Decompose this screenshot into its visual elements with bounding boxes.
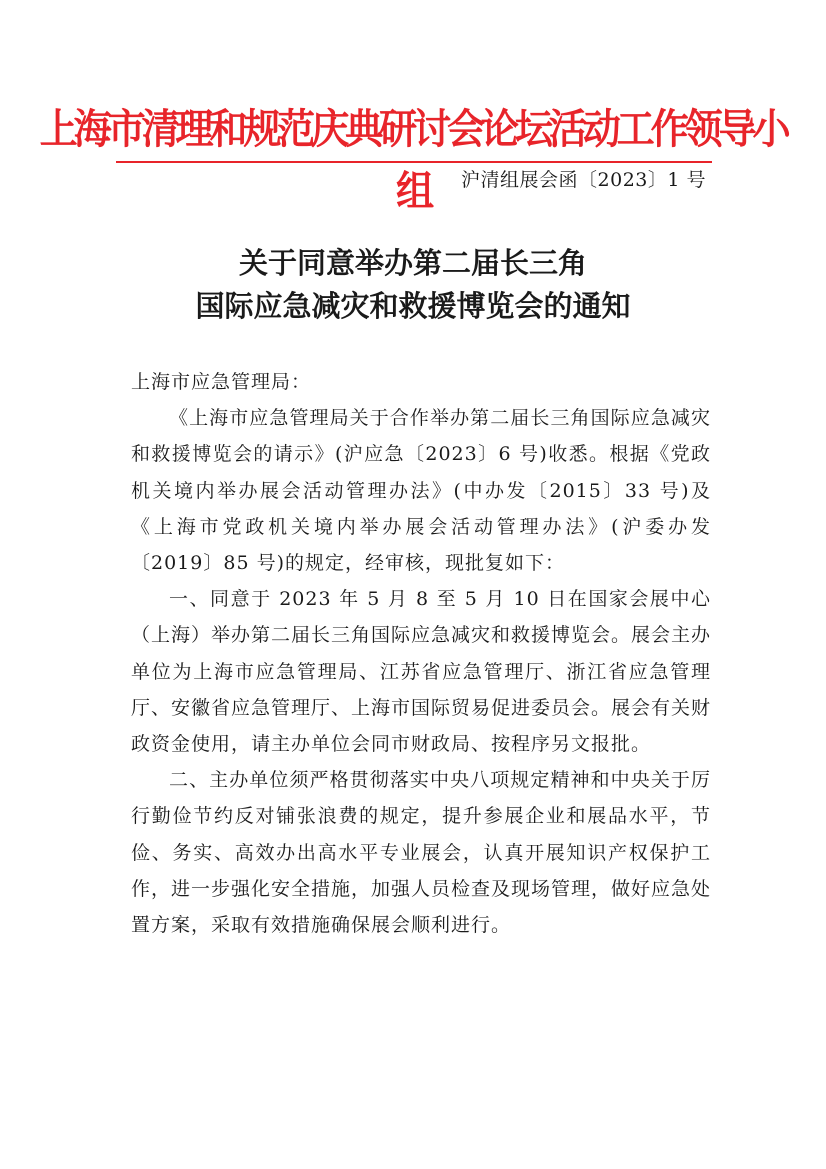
document-number: 沪清组展会函〔2023〕1 号 bbox=[461, 169, 706, 191]
document-title-line-2: 国际应急减灾和救援博览会的通知 bbox=[195, 289, 631, 323]
document-title-line-1: 关于同意举办第二届长三角 bbox=[238, 246, 587, 280]
issuing-organization-header: 上海市清理和规范庆典研讨会论坛活动工作领导小组 bbox=[39, 105, 787, 215]
body-paragraph-item-1: 一、同意于 2023 年 5 月 8 至 5 月 10 日在国家会展中心（上海）举办第二届长三角国际应急减灾和救援博览会。展会主办单位为上海市应急管理局、江苏省应急管理厅、浙江省应急管理厅、安徽省应急管理厅、上海市国际贸易促进委员会。展会有关财政资金使用，请主办单位会同市财政局、按程序另文报批。 bbox=[131, 588, 712, 756]
salutation: 上海市应急管理局： bbox=[131, 371, 312, 393]
body-paragraph-request: 《上海市应急管理局关于合作举办第二届长三角国际应急减灾和救援博览会的请示》(沪应急〔2023〕6 号)收悉。根据《党政机关境内举办展会活动管理办法》(中办发〔2015〕33 号)及《上海市党政机关境内举办展会活动管理办法》(沪委办发〔2019〕85 号)的规定，经审核，现批复如下： bbox=[131, 407, 711, 575]
body-paragraph-item-2: 二、主办单位须严格贯彻落实中央八项规定精神和中央关于厉行勤俭节约反对铺张浪费的规定，提升参展企业和展品水平，节俭、务实、高效办出高水平专业展会，认真开展知识产权保护工作，进一步强化安全措施，加强人员检查及现场管理，做好应急处置方案，采取有效措施确保展会顺利进行。 bbox=[131, 769, 712, 937]
document-body bbox=[131, 364, 711, 943]
red-header-rule bbox=[116, 161, 712, 163]
